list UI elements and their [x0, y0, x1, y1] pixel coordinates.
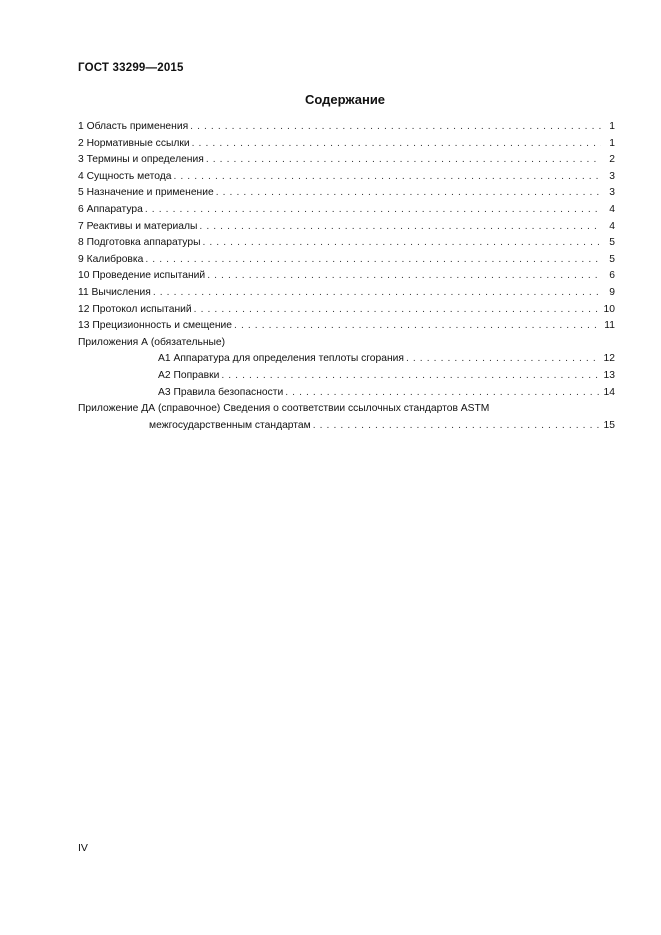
toc-entry-page: 1 [609, 121, 615, 132]
toc-entry-page: 14 [603, 386, 615, 398]
toc-entry-page: 6 [609, 270, 615, 282]
toc-entry-page: 4 [609, 203, 615, 215]
toc-entry-label: 3 Термины и определения [78, 154, 204, 166]
toc-entry-page: 10 [603, 303, 615, 315]
toc-entry-page: 5 [609, 253, 615, 265]
toc-entry-label: 6 Аппаратура [78, 203, 143, 215]
toc-appendix-entry[interactable] [78, 368, 615, 385]
toc-entry[interactable] [78, 119, 615, 136]
appendix-da-line1[interactable]: Приложение ДА (справочное) Сведения о соответствии ссылочных стандартов ASTM [78, 403, 490, 415]
page-number: IV [78, 842, 88, 854]
toc-appendix-da-entry[interactable] [78, 418, 615, 435]
toc-entry-label: 11 Вычисления [78, 286, 151, 298]
toc-entry[interactable] [78, 268, 615, 285]
toc-entry-label: 5 Назначение и применение [78, 187, 214, 199]
leader-dots [207, 268, 601, 285]
page-title: Содержание [304, 92, 386, 107]
leader-dots [406, 351, 600, 368]
toc-appendix-entry[interactable] [78, 385, 615, 402]
toc-entry-label: 7 Реактивы и материалы [78, 220, 198, 232]
leader-dots [153, 285, 601, 302]
toc-entry-page: 2 [609, 154, 615, 166]
toc-entry-label: 12 Протокол испытаний [78, 303, 192, 315]
leader-dots [202, 235, 601, 252]
leader-dots [194, 302, 600, 319]
toc-entry-page: 9 [609, 286, 615, 298]
leader-dots [285, 385, 599, 402]
leader-dots [199, 219, 601, 236]
toc-entry-page: 11 [604, 320, 615, 332]
toc-entry-label: 9 Калибровка [78, 253, 144, 265]
toc-entry-label: А2 Поправки [158, 369, 220, 381]
table-of-contents [78, 119, 615, 434]
toc-entry[interactable] [78, 302, 615, 319]
leader-dots [173, 169, 601, 186]
toc-entry-label: межгосударственным стандартам [149, 419, 311, 431]
toc-entry[interactable] [78, 136, 615, 153]
leader-dots [313, 418, 600, 435]
toc-entry[interactable] [78, 235, 615, 252]
toc-entry-label: 10 Проведение испытаний [78, 270, 206, 282]
toc-entry-page: 4 [609, 220, 615, 232]
toc-entry-page: 1 [609, 137, 615, 149]
toc-entry[interactable] [78, 252, 615, 269]
leader-dots [216, 185, 601, 202]
toc-entry[interactable] [78, 318, 615, 335]
leader-dots [145, 252, 601, 269]
toc-entry[interactable] [78, 285, 615, 302]
toc-entry-page: 3 [609, 187, 615, 199]
leader-dots [221, 368, 599, 385]
toc-entry[interactable] [78, 152, 615, 169]
toc-entry-label: А3 Правила безопасности [158, 386, 284, 398]
document-header: ГОСТ 33299—2015 [78, 62, 184, 74]
toc-appendix-entry[interactable] [78, 351, 615, 368]
toc-entry-page: 3 [609, 170, 615, 182]
leader-dots [234, 318, 600, 335]
toc-entry[interactable] [78, 169, 615, 186]
leader-dots [206, 152, 601, 169]
toc-entry-page: 12 [603, 353, 615, 365]
toc-entry-label: 4 Сущность метода [78, 170, 172, 182]
appendix-a-heading[interactable]: Приложения А (обязательные) [78, 336, 226, 348]
toc-entry-page: 13 [603, 369, 615, 381]
toc-entry-label: А1 Аппаратура для определения теплоты сгорания [158, 353, 404, 365]
leader-dots [145, 202, 601, 219]
toc-entry-page: 5 [609, 237, 615, 249]
toc-entry[interactable] [78, 219, 615, 236]
leader-dots [190, 119, 601, 136]
toc-entry[interactable] [78, 185, 615, 202]
leader-dots [192, 136, 601, 153]
toc-entry-page: 15 [603, 419, 615, 431]
toc-entry[interactable] [78, 202, 615, 219]
toc-entry-label: 1 Область применения [78, 121, 189, 132]
toc-entry-label: 8 Подготовка аппаратуры [78, 237, 201, 249]
toc-entry-label: 2 Нормативные ссылки [78, 137, 190, 149]
toc-entry-label: 13 Прецизионность и смещение [78, 320, 233, 332]
